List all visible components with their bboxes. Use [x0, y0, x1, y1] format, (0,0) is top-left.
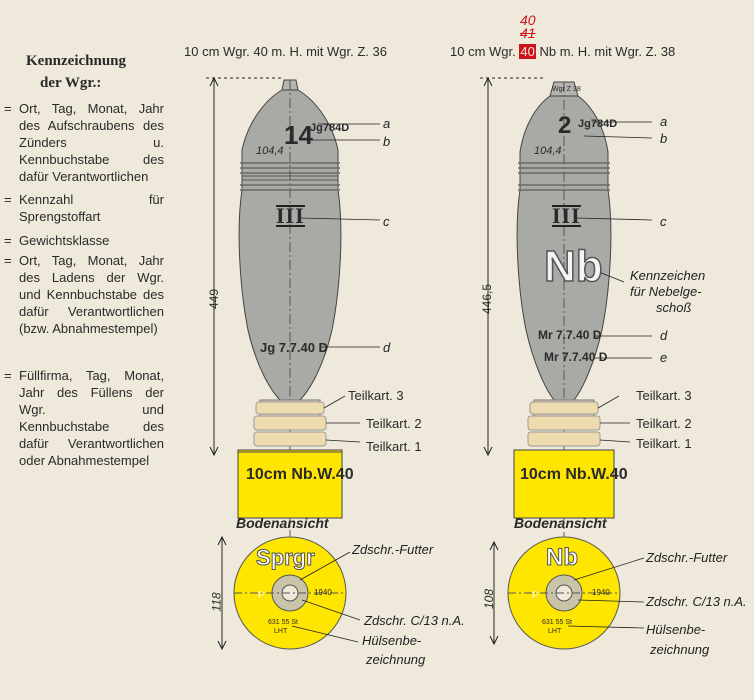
right-label-b: b	[660, 131, 668, 146]
left-base-code1: 631 55 St	[268, 619, 298, 626]
legend-item-d	[4, 252, 164, 337]
left-fuze-code: Jg784D	[310, 122, 350, 134]
legend-eq: =	[4, 192, 12, 207]
left-tail-unit	[238, 450, 342, 518]
left-charge-3-label: Teilkart. 3	[348, 388, 404, 403]
right-base-p: P	[532, 590, 539, 600]
left-tail-marking: 10cm Nb.W.40	[246, 466, 354, 483]
left-label-d: d	[383, 340, 391, 355]
right-title-after: Nb m. H. mit Wgr. Z. 38	[539, 44, 676, 59]
left-callout-huelse1: Hülsenbe-	[362, 633, 422, 648]
right-charge-2-label: Teilkart. 2	[636, 416, 692, 431]
right-callout-zdschr: Zdschr. C/13 n.A.	[646, 594, 747, 609]
right-callout-futter: Zdschr.-Futter	[646, 550, 728, 565]
right-fuze-code: Jg784D	[578, 118, 618, 130]
left-label-b: b	[383, 134, 391, 149]
right-charge1-line	[600, 440, 630, 442]
legend-item-c	[4, 232, 164, 249]
right-weight-class: III	[552, 203, 581, 228]
left-bottom-word: Sprgr	[256, 545, 315, 570]
left-stamp: Jg 7.7.40 D	[260, 340, 328, 355]
left-callout-zdschr: Zdschr. C/13 n.A.	[364, 613, 465, 628]
left-callout-huelse2: zeichnung	[366, 652, 426, 667]
legend-title	[26, 50, 126, 94]
legend-title-line2: der Wgr.:	[40, 75, 102, 91]
left-charge-2-label: Teilkart. 2	[366, 416, 422, 431]
left-length: 449	[207, 288, 222, 310]
left-charge-1-label: Teilkart. 1	[366, 439, 422, 454]
legend-text: Gewichtsklasse	[19, 233, 110, 248]
right-label-e: e	[660, 350, 668, 365]
right-label-c: c	[660, 214, 667, 229]
legend-eq: =	[4, 368, 12, 383]
right-nb-mark: Nb	[544, 242, 603, 291]
legend-eq: =	[4, 233, 12, 248]
right-charge-3	[530, 402, 598, 414]
right-bottom-height: 108	[482, 588, 497, 610]
left-charge-3	[256, 402, 324, 414]
right-kennzeichen	[630, 268, 705, 316]
right-callout-huelse2: zeichnung	[650, 642, 710, 657]
left-charge3-line	[324, 396, 345, 408]
right-title-red: 40	[520, 44, 535, 59]
legend-eq: =	[4, 101, 12, 116]
right-charge-1-label: Teilkart. 1	[636, 436, 692, 451]
legend-title-line1: Kennzeichnung	[26, 53, 127, 69]
legend-text: Füllfirma, Tag, Monat, Jahr des Füllens der Wgr. und Kennbuchstabe des dafür Verantwortlichen oder Abnahmestempel	[19, 368, 164, 468]
right-length: 446,5	[480, 283, 495, 315]
right-base-code2: LHT	[548, 628, 562, 635]
right-column-title	[450, 44, 675, 59]
left-shell-drawing	[170, 60, 420, 700]
right-stamp-e: Mr 7.7.40 D	[544, 350, 608, 364]
right-big-number: 2	[558, 112, 572, 139]
right-base-year: 1940	[592, 588, 610, 597]
right-charge-2	[528, 416, 600, 430]
left-base-code2: LHT	[274, 628, 288, 635]
right-kenn-line3: schoß	[656, 300, 692, 315]
left-base-year: 1940	[314, 588, 332, 597]
right-diameter: 104,4	[534, 145, 562, 157]
right-callout-huelse1: Hülsenbe-	[646, 622, 706, 637]
right-bottom-title: Bodenansicht	[514, 515, 607, 531]
right-kenn-line2: für Nebelge-	[630, 284, 702, 299]
legend-text: Ort, Tag, Monat, Jahr des Ladens der Wgr. und Kennbuchstabe des dafür Verantwortlichen (bzw. Abnahmestempel)	[19, 253, 164, 336]
correction-top: 40	[520, 12, 536, 28]
legend-item-a	[4, 100, 164, 185]
left-charge-1	[254, 432, 326, 446]
correction-bottom: 41	[520, 25, 536, 41]
left-bottom-height: 118	[209, 592, 224, 612]
left-big-number: 14	[284, 120, 313, 150]
left-base-p: P	[258, 590, 265, 600]
right-kenn-line1: Kennzeichen	[630, 268, 706, 283]
right-charge-3-label: Teilkart. 3	[636, 388, 692, 403]
title-correction	[520, 14, 536, 40]
legend-eq: =	[4, 253, 12, 268]
left-label-c: c	[383, 214, 390, 229]
right-base-code1: 631 55 St	[542, 619, 572, 626]
left-column-title: 10 cm Wgr. 40 m. H. mit Wgr. Z. 36	[184, 44, 387, 59]
right-fuze-label: Wgr Z 38	[552, 86, 581, 93]
left-weight-class: III	[276, 203, 305, 228]
left-charge-2	[254, 416, 326, 430]
legend-item-e	[4, 367, 164, 469]
right-charge-1	[528, 432, 600, 446]
right-tail-marking: 10cm Nb.W.40	[520, 466, 628, 483]
left-bottom-title: Bodenansicht	[236, 515, 329, 531]
left-charge1-line	[326, 440, 360, 442]
right-stamp-d: Mr 7.7.40 D	[538, 328, 602, 342]
right-title-before: 10 cm Wgr.	[450, 44, 516, 59]
left-callout-futter: Zdschr.-Futter	[352, 542, 434, 557]
legend-item-b	[4, 191, 164, 225]
left-diameter: 104,4	[256, 145, 284, 157]
right-label-a: a	[660, 114, 668, 129]
left-label-a: a	[383, 116, 391, 131]
right-charge3-line	[598, 396, 619, 408]
legend-text: Kennzahl für Sprengstoffart	[19, 192, 164, 224]
right-tail-unit	[514, 450, 614, 518]
right-label-d: d	[660, 328, 668, 343]
legend-text: Ort, Tag, Monat, Jahr des Aufschraubens des Zünders u. Kennbuchstabe des dafür Verantwortlichen	[19, 101, 164, 184]
right-bottom-word: Nb	[546, 544, 578, 571]
